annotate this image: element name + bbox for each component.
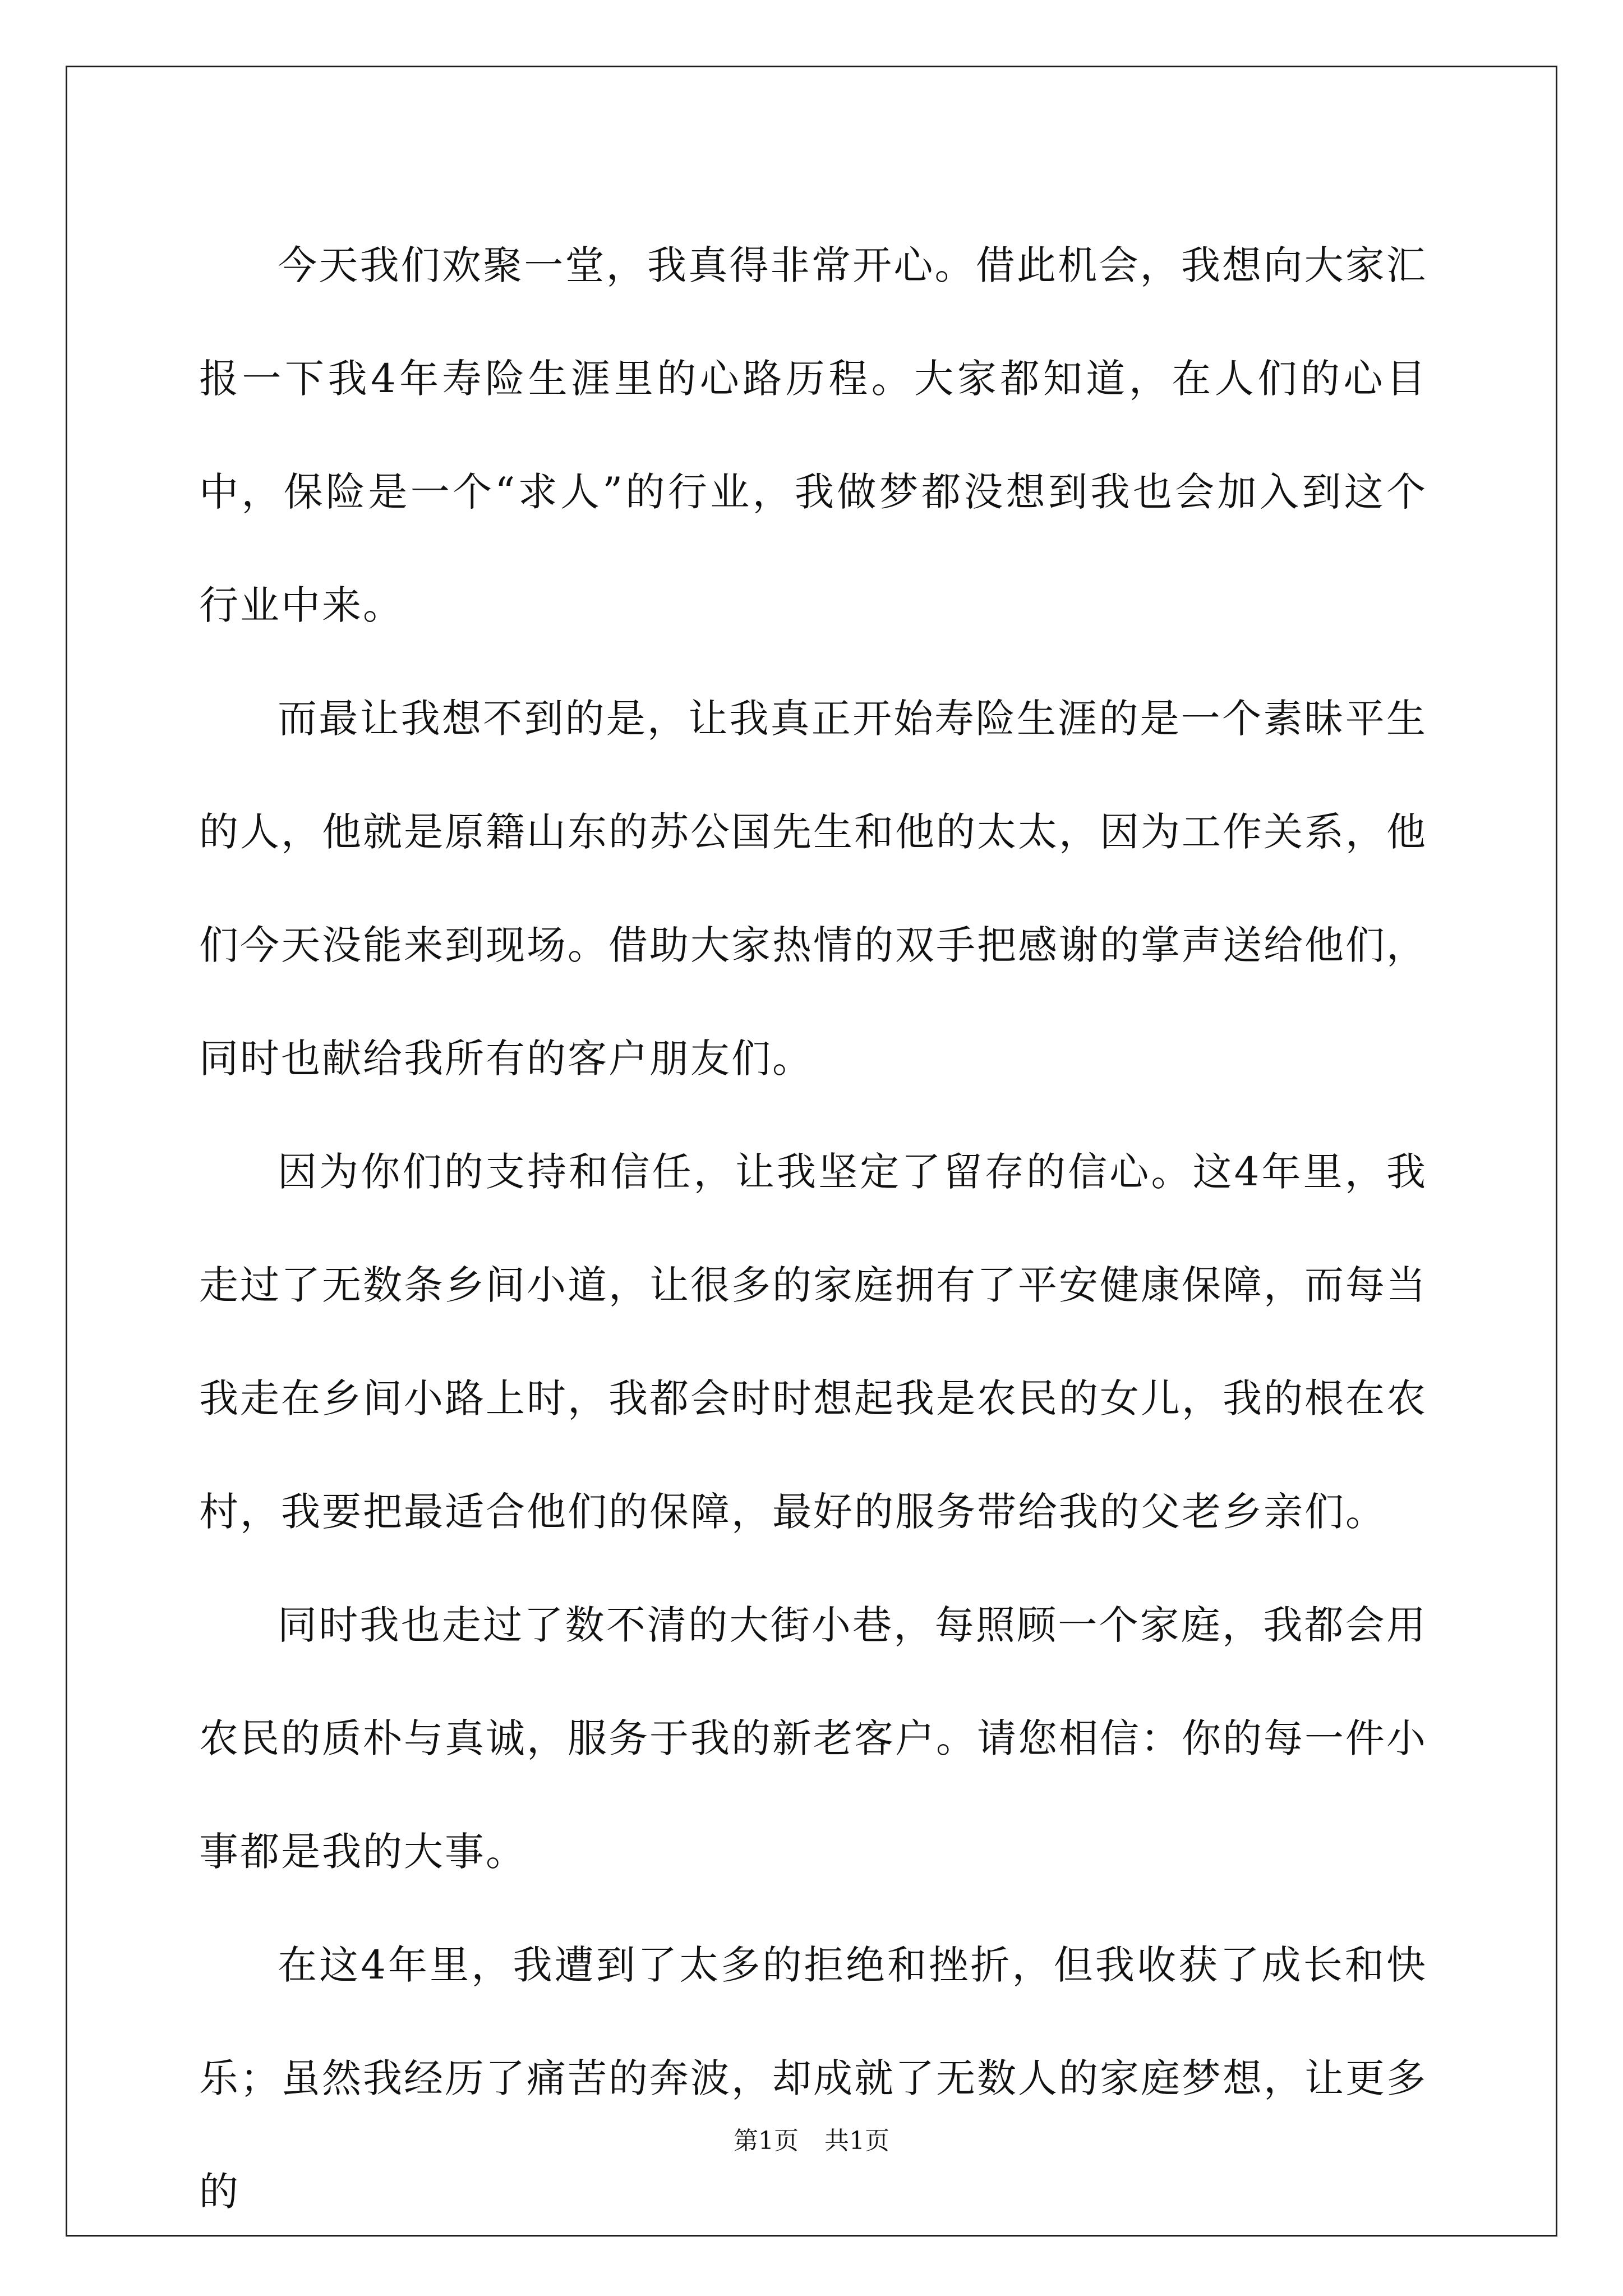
- paragraph: 今天我们欢聚一堂，我真得非常开心。借此机会，我想向大家汇报一下我4年寿险生涯里的心路历程。大家都知道，在人们的心目中，保险是一个“求人”的行业，我做梦都没想到我也会加入到这个行业中来。: [199, 242, 1427, 628]
- page-number-total: 共1页: [824, 2127, 889, 2155]
- paragraph: 在这4年里，我遭到了太多的拒绝和挫折，但我收获了成长和快乐；虽然我经历了痛苦的奔波，却成就了无数人的家庭梦想，让更多的: [199, 1942, 1427, 2215]
- page-number-current: 第1页: [734, 2127, 799, 2155]
- paragraph: 同时我也走过了数不清的大街小巷，每照顾一个家庭，我都会用农民的质朴与真诚，服务于我的新老客户。请您相信：你的每一件小事都是我的大事。: [199, 1602, 1427, 1875]
- paragraph: 而最让我想不到的是，让我真正开始寿险生涯的是一个素昧平生的人，他就是原籍山东的苏公国先生和他的太太，因为工作关系，他们今天没能来到现场。借助大家热情的双手把感谢的掌声送给他们，同时也献给我所有的客户朋友们。: [199, 696, 1427, 1082]
- page-footer: [0, 2120, 1623, 2156]
- document-body: [199, 209, 1427, 2248]
- paragraph: 因为你们的支持和信任，让我坚定了留存的信心。这4年里，我走过了无数条乡间小道，让很多的家庭拥有了平安健康保障，而每当我走在乡间小路上时，我都会时时想起我是农民的女儿，我的根在农村，我要把最适合他们的保障，最好的服务带给我的父老乡亲们。: [199, 1149, 1427, 1535]
